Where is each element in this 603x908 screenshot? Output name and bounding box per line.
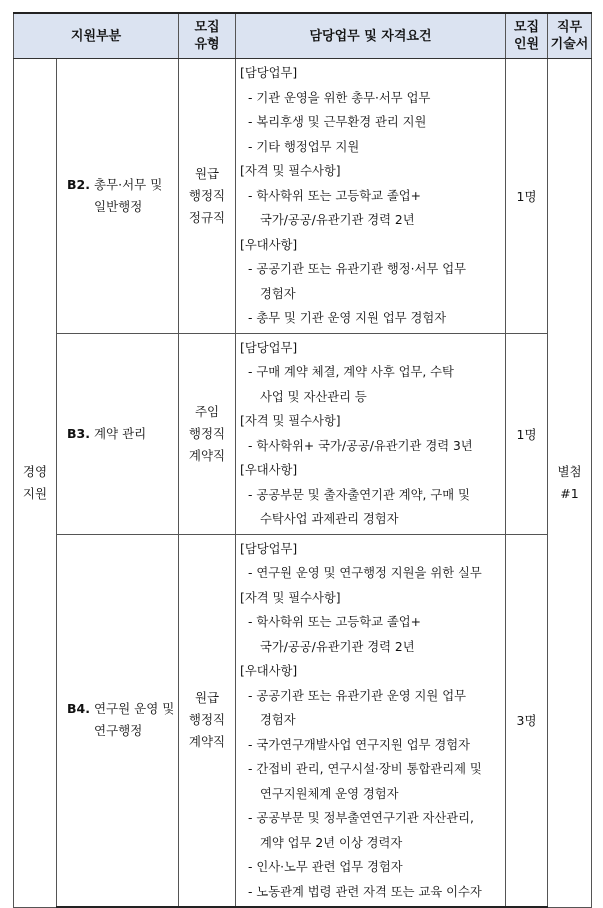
duties-cell-b3 bbox=[236, 333, 506, 534]
position-cell-b2: B2. 총무·서무 및 일반행정 bbox=[57, 59, 179, 334]
count-cell-b3: 1명 bbox=[506, 333, 548, 534]
recruitment-table bbox=[13, 12, 592, 908]
duty-line: 경험자 bbox=[260, 286, 296, 301]
duty-line: - 인사·노무 관련 업무 경험자 bbox=[248, 860, 403, 874]
duty-line: - 연구원 운영 및 연구행정 지원을 위한 실무 bbox=[248, 566, 482, 580]
duty-line: 사업 및 자산관리 등 bbox=[260, 389, 367, 404]
duty-line: - 총무 및 기관 운영 지원 업무 경험자 bbox=[248, 311, 447, 325]
duty-line: - 학사학위+ 국가/공공/유관기관 경력 3년 bbox=[248, 438, 473, 453]
duty-line: 연구지원체계 운영 경험자 bbox=[260, 786, 399, 801]
duty-line: - 기관 운영을 위한 총무·서무 업무 bbox=[248, 90, 431, 105]
duty-line: 수탁사업 과제관리 경험자 bbox=[260, 512, 399, 526]
duty-line: - 학사학위 또는 고등학교 졸업+ bbox=[248, 188, 421, 203]
duty-line: - 공공부문 및 출자출연기관 계약, 구매 및 bbox=[248, 487, 470, 502]
duties-cell-b4 bbox=[236, 534, 506, 907]
table-row-b4 bbox=[14, 534, 592, 907]
field-cell: 경영 지원 bbox=[14, 59, 57, 908]
duty-line: - 공공부문 및 정부출연연구기관 자산관리, bbox=[248, 811, 474, 825]
duty-section-heading: [자격 및 필수사항] bbox=[240, 164, 341, 178]
type-cell-b2: 원급 행정직 정규직 bbox=[179, 59, 236, 334]
header-count: 모집 인원 bbox=[506, 13, 548, 59]
type-cell-b4: 원급 행정직 계약직 bbox=[179, 534, 236, 907]
duty-line: - 학사학위 또는 고등학교 졸업+ bbox=[248, 615, 421, 629]
duty-section-heading: [담당업무] bbox=[240, 66, 298, 80]
duty-section-heading: [자격 및 필수사항] bbox=[240, 590, 341, 605]
header-doc: 직무 기술서 bbox=[548, 13, 592, 59]
count-cell-b2: 1명 bbox=[506, 59, 548, 334]
type-cell-b3: 주임 행정직 계약직 bbox=[179, 333, 236, 534]
duty-line: 국가/공공/유관기관 경력 2년 bbox=[260, 213, 415, 227]
duty-section-heading: [우대사항] bbox=[240, 237, 298, 252]
position-cell-b3: B3. 계약 관리 bbox=[57, 333, 179, 534]
duty-line: 경험자 bbox=[260, 713, 296, 727]
duties-cell-b2 bbox=[236, 59, 506, 334]
duty-line: - 간접비 관리, 연구시설·장비 통합관리제 및 bbox=[248, 762, 482, 776]
duty-line: - 공공기관 또는 유관기관 운영 지원 업무 bbox=[248, 688, 466, 703]
duty-section-heading: [담당업무] bbox=[240, 541, 298, 556]
duty-line: 국가/공공/유관기관 경력 2년 bbox=[260, 639, 415, 654]
count-cell-b4: 3명 bbox=[506, 534, 548, 907]
duty-section-heading: [우대사항] bbox=[240, 664, 298, 678]
duty-line: - 노동관계 법령 관련 자격 또는 교육 이수자 bbox=[248, 884, 482, 899]
header-field: 지원부분 bbox=[14, 13, 179, 59]
duty-line: 계약 업무 2년 이상 경력자 bbox=[260, 835, 403, 850]
duty-section-heading: [우대사항] bbox=[240, 463, 298, 477]
duty-line: - 구매 계약 체결, 계약 사후 업무, 수탁 bbox=[248, 365, 454, 379]
header-duties: 담당업무 및 자격요건 bbox=[236, 13, 506, 59]
duty-line: - 기타 행정업무 지원 bbox=[248, 139, 360, 154]
duty-section-heading: [담당업무] bbox=[240, 340, 298, 355]
duty-line: - 복리후생 및 근무환경 관리 지원 bbox=[248, 115, 427, 129]
duty-section-heading: [자격 및 필수사항] bbox=[240, 414, 341, 428]
header-recruit-type: 모집 유형 bbox=[179, 13, 236, 59]
duty-line: - 국가연구개발사업 연구지원 업무 경험자 bbox=[248, 737, 471, 752]
doc-cell: 별첨 #1 bbox=[548, 59, 592, 908]
table-row-b2 bbox=[14, 59, 592, 334]
table-row-b3 bbox=[14, 333, 592, 534]
header-row bbox=[14, 13, 592, 59]
position-cell-b4: B4. 연구원 운영 및 연구행정 bbox=[57, 534, 179, 907]
duty-line: - 공공기관 또는 유관기관 행정·서무 업무 bbox=[248, 262, 466, 276]
